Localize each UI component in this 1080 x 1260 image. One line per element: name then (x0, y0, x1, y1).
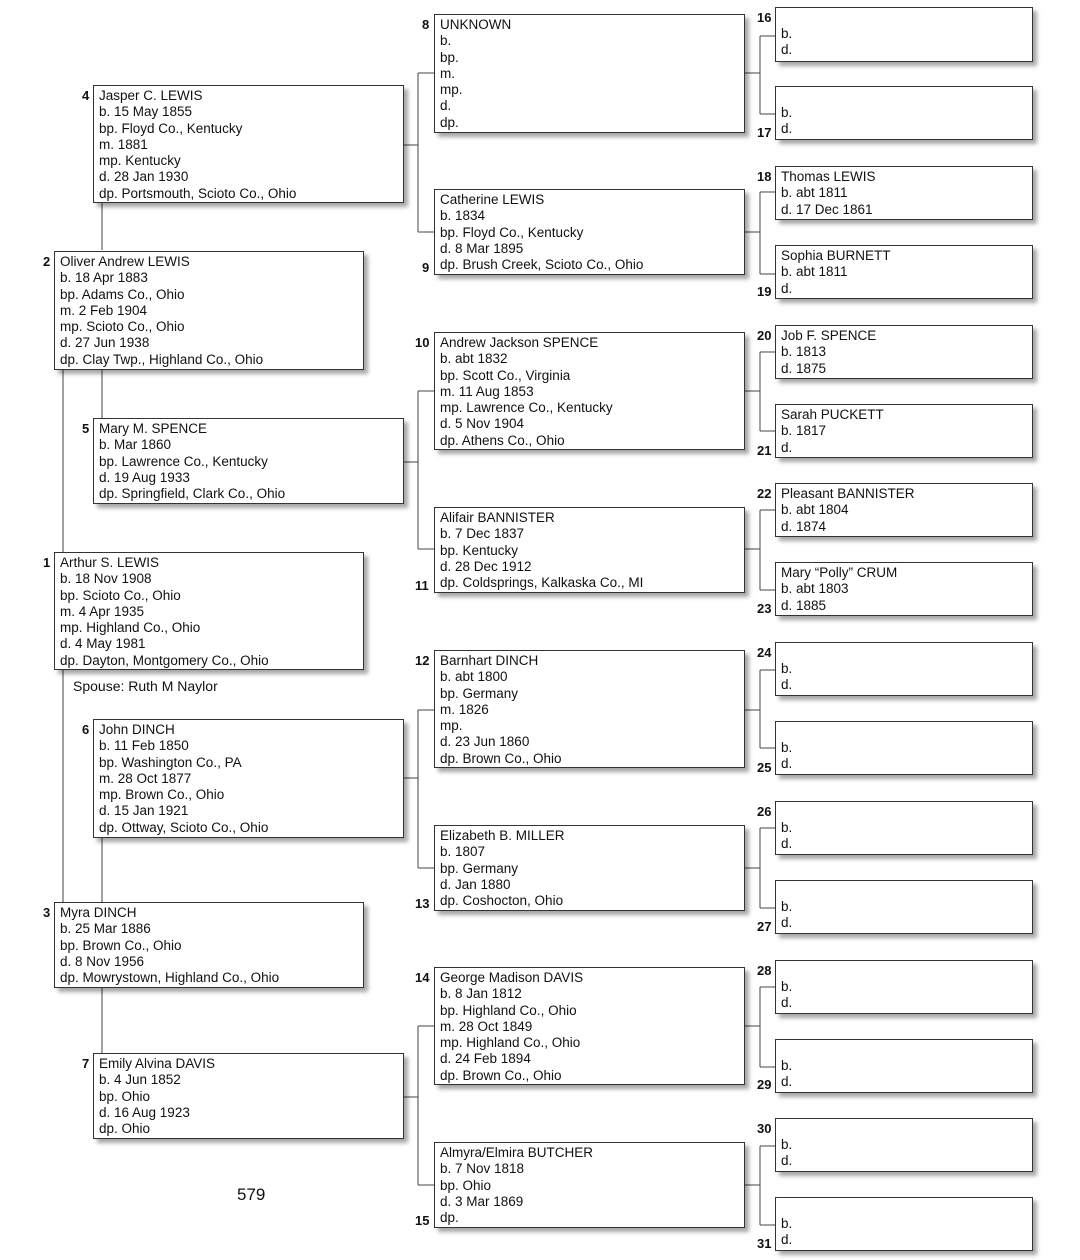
person-detail: b. (781, 979, 793, 994)
person-name: Mary “Polly” CRUM (781, 565, 898, 580)
person-detail: d. (781, 756, 793, 772)
person-detail: bp. Germany (440, 860, 519, 876)
person-number-17: 17 (757, 125, 772, 140)
person-number-24: 24 (757, 645, 772, 660)
person-detail: b. 15 May 1855 (99, 104, 193, 120)
person-detail: bp. (440, 49, 459, 65)
person-number-26: 26 (757, 804, 772, 819)
person-detail: b. Mar 1860 (99, 437, 172, 453)
person-number-6: 6 (82, 722, 90, 737)
person-name: Elizabeth B. MILLER (440, 828, 565, 843)
person-box-27[interactable] (775, 880, 1033, 934)
person-detail: dp. Ottway, Scioto Co., Ohio (99, 819, 269, 835)
person-detail: dp. Clay Twp., Highland Co., Ohio (60, 351, 264, 367)
person-detail: dp. Coldsprings, Kalkaska Co., MI (440, 575, 644, 591)
person-detail: m. 1826 (440, 701, 489, 717)
person-detail: d. 23 Jun 1860 (440, 734, 530, 750)
person-detail: d. (781, 1074, 793, 1090)
person-detail: d. 1875 (781, 360, 827, 376)
person-name: Catherine LEWIS (440, 192, 545, 207)
person-detail: m. 28 Oct 1849 (440, 1018, 533, 1034)
person-detail: b. abt 1811 (781, 185, 848, 201)
person-detail: dp. Portsmouth, Scioto Co., Ohio (99, 185, 297, 201)
person-name: George Madison DAVIS (440, 970, 584, 985)
person-box-1[interactable] (54, 552, 364, 670)
person-box-14[interactable] (434, 967, 745, 1085)
person-name: Sarah PUCKETT (781, 407, 884, 422)
person-detail: b. 11 Feb 1850 (99, 738, 189, 754)
person-detail: d. 28 Dec 1912 (440, 558, 532, 574)
person-name: Oliver Andrew LEWIS (60, 254, 190, 269)
person-detail: b. (781, 740, 793, 755)
person-name (781, 1121, 1027, 1137)
person-detail: b. (781, 899, 793, 914)
person-detail: m. 4 Apr 1935 (60, 603, 145, 619)
person-box-13[interactable] (434, 825, 745, 911)
person-detail: d. 28 Jan 1930 (99, 169, 189, 185)
person-name: Jasper C. LEWIS (99, 88, 203, 103)
person-number-14: 14 (415, 970, 430, 985)
person-number-22: 22 (757, 486, 772, 501)
spouse-label: Spouse: Ruth M Naylor (73, 678, 218, 694)
person-name: Almyra/Elmira BUTCHER (440, 1145, 594, 1160)
person-detail: m. 2 Feb 1904 (60, 302, 148, 318)
person-detail: d. 27 Jun 1938 (60, 335, 150, 351)
person-name: Thomas LEWIS (781, 169, 876, 184)
person-box-9[interactable] (434, 189, 745, 275)
person-box-25[interactable] (775, 721, 1033, 775)
person-name: John DINCH (99, 722, 175, 737)
person-box-31[interactable] (775, 1197, 1033, 1251)
person-detail: b. 1817 (781, 423, 827, 439)
person-detail: d. 8 Mar 1895 (440, 240, 524, 256)
person-name (781, 1200, 1027, 1216)
person-detail: mp. (440, 718, 463, 734)
person-number-18: 18 (757, 169, 772, 184)
person-box-23[interactable] (775, 562, 1033, 616)
person-detail: m. (440, 65, 455, 81)
person-box-18[interactable] (775, 166, 1033, 220)
person-box-5[interactable] (93, 418, 404, 504)
person-detail: d. (781, 439, 793, 455)
person-detail: b. 7 Nov 1818 (440, 1161, 525, 1177)
person-name: Arthur S. LEWIS (60, 555, 160, 570)
person-detail: bp. Scott Co., Virginia (440, 367, 571, 383)
person-detail: d. 24 Feb 1894 (440, 1051, 531, 1067)
person-number-30: 30 (757, 1121, 772, 1136)
person-number-10: 10 (415, 335, 430, 350)
person-box-6[interactable] (93, 719, 404, 838)
person-detail: b. 4 Jun 1852 (99, 1072, 181, 1088)
person-detail: b. 25 Mar 1886 (60, 921, 151, 937)
person-name: Myra DINCH (60, 905, 137, 920)
person-detail: bp. Washington Co., PA (99, 754, 242, 770)
person-detail: dp. (440, 114, 459, 130)
person-box-28[interactable] (775, 960, 1033, 1014)
person-name (781, 804, 1027, 820)
person-number-31: 31 (757, 1236, 772, 1251)
person-detail: b. 18 Nov 1908 (60, 571, 152, 587)
person-detail: d. (781, 280, 793, 296)
person-name: Job F. SPENCE (781, 328, 877, 343)
person-detail: b. abt 1832 (440, 351, 508, 367)
person-detail: d. 4 May 1981 (60, 636, 146, 652)
person-detail: b. 1834 (440, 208, 486, 224)
person-number-12: 12 (415, 653, 430, 668)
person-detail: mp. Highland Co., Ohio (440, 1035, 581, 1051)
person-detail: d. 1885 (781, 597, 827, 613)
person-number-23: 23 (757, 601, 772, 616)
person-box-19[interactable] (775, 245, 1033, 299)
person-detail: bp. Adams Co., Ohio (60, 286, 185, 302)
person-detail: bp. Germany (440, 685, 519, 701)
person-detail: b. (781, 26, 793, 41)
person-number-16: 16 (757, 10, 772, 25)
person-detail: mp. Kentucky (99, 153, 181, 169)
person-box-7[interactable] (93, 1053, 404, 1139)
person-detail: bp. Floyd Co., Kentucky (99, 120, 243, 136)
person-number-9: 9 (422, 260, 430, 275)
person-number-11: 11 (415, 578, 429, 593)
person-detail: d. (781, 836, 793, 852)
person-number-4: 4 (82, 88, 90, 103)
person-detail: dp. Brown Co., Ohio (440, 1067, 562, 1083)
person-detail: d. 1874 (781, 518, 827, 534)
person-box-21[interactable] (775, 404, 1033, 458)
person-detail: b. abt 1803 (781, 581, 849, 597)
person-detail: b. abt 1804 (781, 502, 849, 518)
person-detail: d. (781, 1153, 793, 1169)
person-name: Alifair BANNISTER (440, 510, 555, 525)
person-number-5: 5 (82, 421, 90, 436)
person-detail: mp. Scioto Co., Ohio (60, 319, 185, 335)
person-detail: mp. Lawrence Co., Kentucky (440, 400, 613, 416)
person-detail: dp. (440, 1210, 459, 1226)
person-box-17[interactable] (775, 86, 1033, 140)
person-detail: b. 1813 (781, 344, 827, 360)
person-box-24[interactable] (775, 642, 1033, 696)
person-detail: bp. Brown Co., Ohio (60, 937, 182, 953)
person-detail: bp. Ohio (440, 1177, 492, 1193)
person-number-25: 25 (757, 760, 772, 775)
person-detail: b. abt 1811 (781, 264, 848, 280)
person-name: Mary M. SPENCE (99, 421, 208, 436)
person-detail: bp. Scioto Co., Ohio (60, 587, 181, 603)
page-number: 579 (237, 1185, 266, 1204)
person-name: Pleasant BANNISTER (781, 486, 915, 501)
person-detail: b. (440, 33, 452, 49)
person-name: Sophia BURNETT (781, 248, 891, 263)
person-box-2[interactable] (54, 251, 364, 370)
person-detail: bp. Kentucky (440, 542, 519, 558)
person-name (781, 89, 1027, 105)
person-detail: d. 16 Aug 1923 (99, 1104, 190, 1120)
person-detail: d. 19 Aug 1933 (99, 469, 190, 485)
person-detail: dp. Ohio (99, 1121, 151, 1137)
person-detail: b. 7 Dec 1837 (440, 526, 525, 542)
person-box-4[interactable] (93, 85, 404, 203)
person-detail: d. (781, 121, 793, 137)
person-box-10[interactable] (434, 332, 745, 450)
person-detail: dp. Mowrystown, Highland Co., Ohio (60, 970, 280, 986)
person-number-2: 2 (43, 254, 51, 269)
person-detail: b. 8 Jan 1812 (440, 986, 522, 1002)
person-detail: dp. Brush Creek, Scioto Co., Ohio (440, 257, 644, 273)
person-number-8: 8 (422, 17, 430, 32)
person-number-1: 1 (43, 555, 51, 570)
person-detail: d. Jan 1880 (440, 876, 511, 892)
person-detail: b. (781, 661, 793, 676)
person-number-19: 19 (757, 284, 772, 299)
person-detail: d. (781, 995, 793, 1011)
person-detail: d. (781, 1232, 793, 1248)
person-detail: dp. Dayton, Montgomery Co., Ohio (60, 652, 269, 668)
person-detail: d. 5 Nov 1904 (440, 416, 525, 432)
person-detail: mp. Highland Co., Ohio (60, 620, 201, 636)
person-detail: d. (440, 98, 452, 114)
person-box-30[interactable] (775, 1118, 1033, 1172)
person-box-16[interactable] (775, 7, 1033, 62)
person-detail: d. (781, 677, 793, 693)
person-detail: b. 1807 (440, 844, 486, 860)
person-detail: bp. Ohio (99, 1088, 151, 1104)
person-detail: b. (781, 1137, 793, 1152)
person-detail: dp. Athens Co., Ohio (440, 432, 565, 448)
person-detail: b. (781, 1216, 793, 1231)
person-detail: b. abt 1800 (440, 669, 508, 685)
person-detail: bp. Highland Co., Ohio (440, 1002, 577, 1018)
person-number-29: 29 (757, 1077, 772, 1092)
person-detail: dp. Brown Co., Ohio (440, 750, 562, 766)
person-box-22[interactable] (775, 483, 1033, 537)
person-number-21: 21 (757, 443, 772, 458)
person-detail: d. 3 Mar 1869 (440, 1193, 524, 1209)
person-name (781, 963, 1027, 979)
person-detail: d. 17 Dec 1861 (781, 201, 873, 217)
person-box-15[interactable] (434, 1142, 745, 1228)
person-detail: mp. (440, 82, 463, 98)
person-detail: m. 28 Oct 1877 (99, 770, 192, 786)
person-number-20: 20 (757, 328, 772, 343)
person-detail: d. 8 Nov 1956 (60, 953, 145, 969)
person-name (781, 1042, 1027, 1058)
person-detail: d. (781, 42, 793, 58)
person-detail: bp. Lawrence Co., Kentucky (99, 453, 268, 469)
person-detail: b. (781, 820, 793, 835)
person-box-12[interactable] (434, 650, 745, 768)
person-name: Andrew Jackson SPENCE (440, 335, 599, 350)
person-number-7: 7 (82, 1056, 90, 1071)
person-name: Barnhart DINCH (440, 653, 539, 668)
person-box-26[interactable] (775, 801, 1033, 855)
person-number-13: 13 (415, 896, 430, 911)
person-number-27: 27 (757, 919, 772, 934)
person-detail: b. 18 Apr 1883 (60, 270, 148, 286)
person-box-29[interactable] (775, 1039, 1033, 1093)
person-detail: bp. Floyd Co., Kentucky (440, 224, 584, 240)
person-detail: dp. Coshocton, Ohio (440, 893, 564, 909)
person-number-15: 15 (415, 1213, 430, 1228)
person-detail: dp. Springfield, Clark Co., Ohio (99, 486, 286, 502)
person-name (781, 645, 1027, 661)
person-box-20[interactable] (775, 325, 1033, 379)
person-name (781, 883, 1027, 899)
person-detail: d. (781, 915, 793, 931)
person-detail: mp. Brown Co., Ohio (99, 787, 225, 803)
person-name (781, 724, 1027, 740)
person-number-3: 3 (43, 905, 51, 920)
person-detail: b. (781, 1058, 793, 1073)
person-number-28: 28 (757, 963, 772, 978)
person-name: UNKNOWN (440, 17, 512, 32)
person-box-3[interactable] (54, 902, 364, 988)
person-box-11[interactable] (434, 507, 745, 593)
person-box-8[interactable] (434, 14, 745, 133)
person-name (781, 10, 1027, 26)
person-name: Emily Alvina DAVIS (99, 1056, 216, 1071)
person-detail: m. 1881 (99, 136, 148, 152)
person-detail: b. (781, 105, 793, 120)
person-detail: m. 11 Aug 1853 (440, 383, 534, 399)
person-detail: d. 15 Jan 1921 (99, 803, 189, 819)
